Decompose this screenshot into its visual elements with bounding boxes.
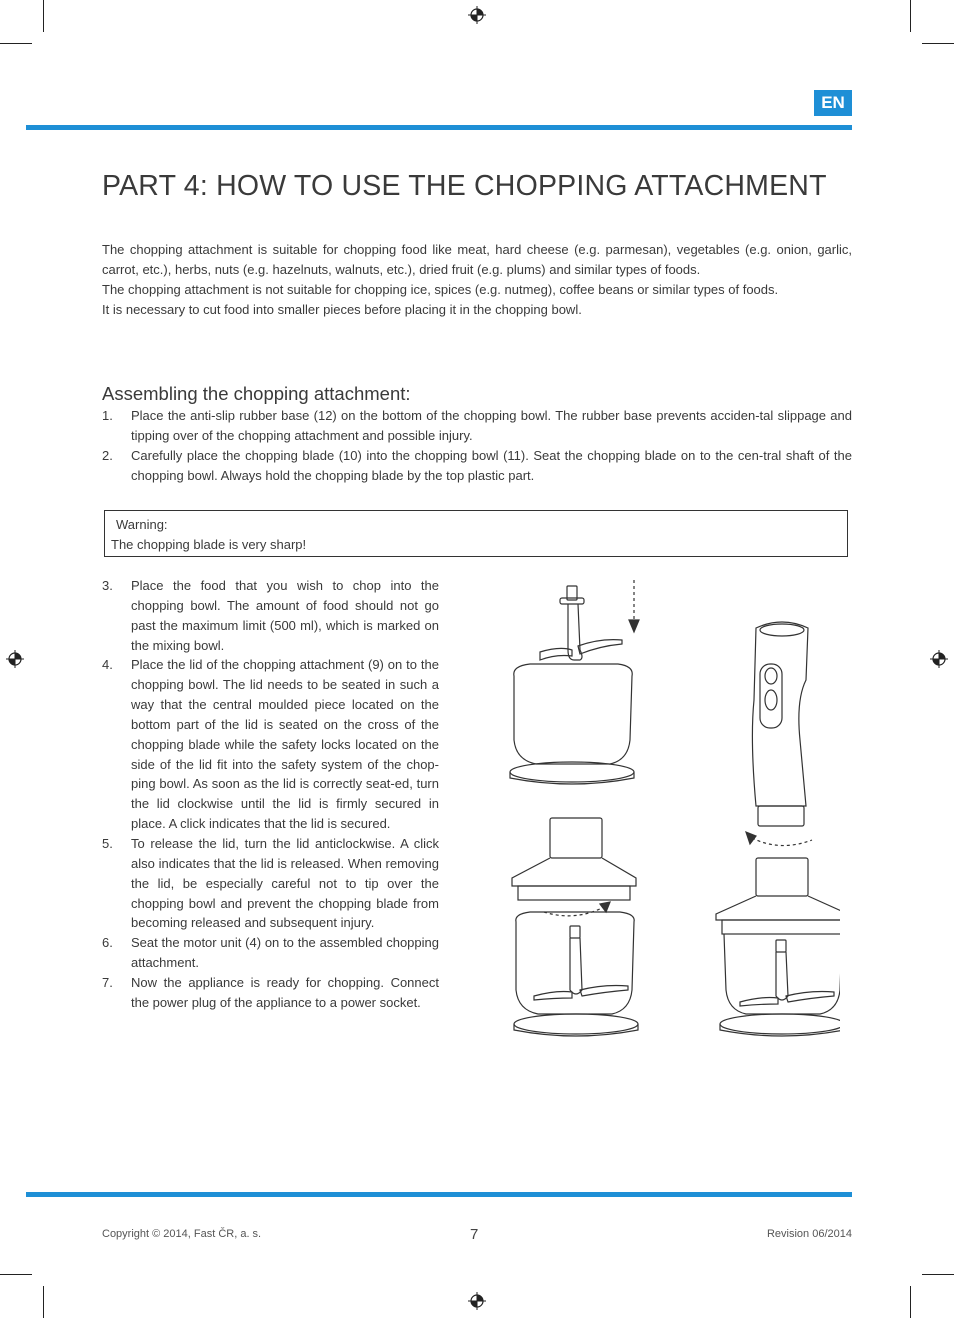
header-rule (26, 125, 852, 130)
step-item (102, 973, 439, 1013)
registration-mark-icon (468, 1292, 486, 1310)
warning-text: The chopping blade is very sharp! (111, 537, 307, 552)
step-number: 7. (102, 974, 113, 990)
step-text: Carefully place the chopping blade (10) into the chopping bowl (11). Seat the chopping blade on to the cen-tral shaft of the chopping bowl. Always hold the chopping blade by the top plastic part. (131, 448, 852, 483)
footer-rule (26, 1192, 852, 1197)
crop-mark (43, 0, 44, 32)
registration-mark-icon (6, 650, 24, 668)
rotation-arrow (544, 906, 606, 916)
steps-list-bottom (102, 576, 439, 1013)
rotation-arrow (752, 838, 812, 846)
crop-mark (43, 1286, 44, 1318)
crop-mark (922, 1274, 954, 1275)
crop-mark (0, 43, 32, 44)
step-item (102, 446, 852, 486)
step-text: Place the lid of the chopping attachment (9) on to the chopping bowl. The lid needs to be seated in such a way that the central moulded piece located on the bottom part of the lid is seated on the cross of the chopping blade while the safety locks located on the side of the lid fit into the safety system of the chop-ping bowl. As soon as the lid is correctly seat-ed, turn the lid clockwise until the lid is firmly secured in place. A click indicates that the lid is secured. (131, 657, 439, 832)
assembly-illustration (500, 570, 840, 1050)
crop-mark (910, 0, 911, 32)
step-number: 4. (102, 657, 113, 673)
assembled-chopper-figure (716, 858, 840, 1036)
chopping-blade-figure (540, 586, 622, 660)
warning-box (104, 510, 848, 557)
step-text: Place the anti-slip rubber base (12) on the bottom of the chopping bowl. The rubber base prevents acciden-tal slippage and tipping over of the chopping attachment and possible injury. (131, 408, 852, 443)
chopping-bowl-figure (510, 664, 634, 784)
intro-paragraph: The chopping attachment is not suitable for chopping ice, spices (e.g. nutmeg), coffee beans or similar types of foods. (102, 282, 779, 297)
page-number: 7 (470, 1226, 479, 1243)
lid-figure (512, 818, 636, 900)
registration-mark-icon (930, 650, 948, 668)
language-badge: EN (814, 90, 852, 116)
intro-paragraph: The chopping attachment is suitable for chopping food like meat, hard cheese (e.g. parmesan), vegetables (e.g. onion, garlic, carrot, etc.), herbs, nuts (e.g. hazelnuts, walnuts, etc.), dried fruit (e.g. plums) and similar types of foods. (102, 242, 852, 277)
step-text: To release the lid, turn the lid anticlockwise. A click also indicates that the lid is released. When removing the lid, be especially careful not to tip over the chopping bowl and prevent the chopping blade from becoming released and subsequent injury. (131, 835, 439, 931)
step-item (102, 933, 439, 973)
steps-list-top (102, 406, 852, 486)
step-item (102, 834, 439, 933)
intro-paragraph: It is necessary to cut food into smaller pieces before placing it in the chopping bowl. (102, 302, 582, 317)
crop-mark (910, 1286, 911, 1318)
step-text: Place the food that you wish to chop into the chopping bowl. The amount of food should not go past the maximum limit (500 ml), which is marked on the mixing bowl. (131, 578, 439, 653)
copyright-text: Copyright © 2014, Fast ČR, a. s. (102, 1228, 262, 1240)
bowl-with-blade-figure (514, 912, 638, 1036)
step-number: 3. (102, 578, 113, 593)
step-number: 5. (102, 835, 113, 851)
registration-mark-icon (468, 6, 486, 24)
step-number: 2. (102, 448, 113, 463)
crop-mark (922, 43, 954, 44)
step-item (102, 655, 439, 834)
intro-text (102, 240, 852, 320)
step-text: Seat the motor unit (4) on to the assembled chopping attachment. (131, 935, 439, 971)
revision-text: Revision 06/2014 (766, 1228, 852, 1240)
motor-unit-figure (752, 622, 808, 826)
step-item (102, 406, 852, 446)
step-item (102, 576, 439, 655)
step-number: 6. (102, 935, 113, 951)
page-title: PART 4: HOW TO USE THE CHOPPING ATTACHMENT (102, 170, 827, 202)
warning-title: Warning: (116, 517, 168, 532)
crop-mark (0, 1274, 32, 1275)
section-heading: Assembling the chopping attachment: (102, 383, 411, 404)
step-text: Now the appliance is ready for chopping. Connect the power plug of the appliance to a power socket. (131, 974, 439, 1010)
step-number: 1. (102, 408, 113, 423)
